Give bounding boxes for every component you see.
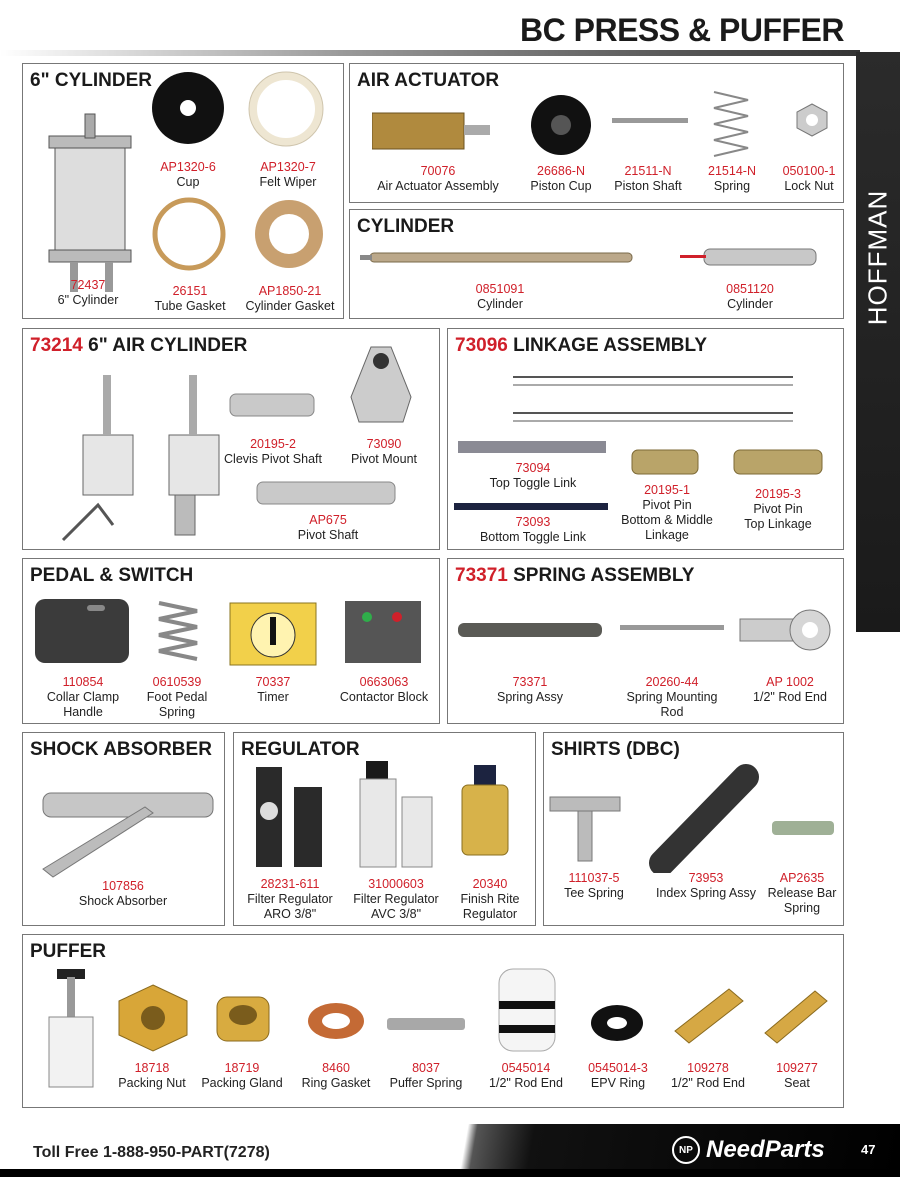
- cylinder-gasket-image: [251, 196, 327, 272]
- section-73371-spring-assembly: [447, 558, 844, 724]
- part-ap-1002: AP 1002 1/2" Rod End: [753, 675, 827, 704]
- filter-regulator-aro-image: [250, 761, 332, 871]
- section-title: PEDAL & SWITCH: [30, 565, 194, 586]
- np-logo-icon: NP: [672, 1136, 700, 1164]
- section-title: 73214 6" AIR CYLINDER: [30, 335, 248, 356]
- part-ap1320-6: AP1320-6 Cup: [160, 160, 216, 189]
- ring-gasket-image: [305, 999, 367, 1043]
- section-title: SHOCK ABSORBER: [30, 739, 212, 760]
- part-0851120: 0851120 Cylinder: [726, 282, 774, 311]
- part-ap675: AP675 Pivot Shaft: [297, 513, 359, 542]
- part-8037: 8037 Puffer Spring: [389, 1061, 463, 1090]
- linkage-drawing-image: [508, 365, 798, 429]
- spring-image: [708, 86, 754, 162]
- felt-wiper-image: [247, 70, 325, 148]
- filter-regulator-avc-image: [356, 757, 438, 871]
- part-109278: 109278 1/2" Rod End: [671, 1061, 745, 1090]
- shock-absorber-image: [33, 773, 217, 883]
- section-title: 6" CYLINDER: [30, 70, 152, 91]
- section-title: CYLINDER: [357, 216, 455, 237]
- part-107856: 107856 Shock Absorber: [78, 879, 168, 908]
- page-number: 47: [861, 1142, 876, 1157]
- part-18719: 18719 Packing Gland: [201, 1061, 283, 1090]
- part-ap2635: AP2635 Release Bar Spring: [767, 871, 837, 915]
- part-73090: 73090 Pivot Mount: [350, 437, 417, 466]
- rod-end-white-image: [495, 965, 559, 1055]
- part-109277: 109277 Seat: [776, 1061, 818, 1090]
- release-bar-spring-image: [770, 815, 836, 841]
- part-ap1850-21: AP1850-21 Cylinder Gasket: [245, 284, 335, 313]
- brand-side-tab: [856, 52, 900, 632]
- section-puffer: [22, 934, 844, 1108]
- part-0545014-3: 0545014-3 EPV Ring: [588, 1061, 648, 1090]
- section-title: 73371 SPRING ASSEMBLY: [455, 565, 695, 586]
- section-73214-air-cylinder: [22, 328, 440, 550]
- section-pedal-switch: [22, 558, 440, 724]
- part-73094: 73094 Top Toggle Link: [489, 461, 577, 490]
- section-title: REGULATOR: [241, 739, 360, 760]
- header-divider: [0, 50, 860, 56]
- seat-image: [759, 983, 835, 1049]
- part-28231-611: 28231-611 Filter Regulator ARO 3/8": [247, 877, 333, 921]
- page-title: BC PRESS & PUFFER: [520, 12, 844, 48]
- finish-rite-regulator-image: [454, 761, 514, 871]
- pivot-mount-image: [341, 337, 421, 427]
- part-21511-n: 21511-N Piston Shaft: [614, 164, 682, 193]
- top-toggle-link-image: [458, 439, 608, 457]
- cup-image: [148, 68, 228, 148]
- cylinder-0851120-image: [680, 246, 820, 270]
- part-20195-1: 20195-1 Pivot Pin Bottom & Middle Linkage: [621, 483, 713, 542]
- puffer-spring-image: [385, 1015, 467, 1033]
- part-20195-2: 20195-2 Clevis Pivot Shaft: [224, 437, 322, 466]
- packing-nut-image: [115, 983, 191, 1053]
- contactor-block-image: [341, 597, 425, 667]
- clevis-pivot-shaft-image: [228, 391, 318, 421]
- timer-image: [228, 597, 318, 669]
- part-20195-3: 20195-3 Pivot Pin Top Linkage: [744, 487, 812, 531]
- part-21514-n: 21514-N Spring: [708, 164, 756, 193]
- section-title: SHIRTS (DBC): [551, 739, 680, 760]
- section-shirts-dbc: [543, 732, 844, 926]
- packing-gland-image: [213, 993, 273, 1045]
- section-title: PUFFER: [30, 941, 106, 962]
- tee-spring-image: [548, 793, 624, 863]
- section-cylinder: [349, 209, 844, 319]
- footer-stripe: [0, 1169, 900, 1177]
- tube-gasket-image: [149, 194, 229, 274]
- section-air-actuator: [349, 63, 844, 203]
- part-111037-5: 111037-5 Tee Spring: [564, 871, 624, 900]
- part-0610539: 0610539 Foot Pedal Spring: [146, 675, 208, 719]
- part-0545014: 0545014 1/2" Rod End: [489, 1061, 563, 1090]
- part-72437: 72437 6" Cylinder: [57, 278, 119, 307]
- part-20340: 20340 Finish Rite Regulator: [460, 877, 520, 921]
- part-31000603: 31000603 Filter Regulator AVC 3/8": [353, 877, 439, 921]
- section-title: AIR ACTUATOR: [357, 70, 500, 91]
- piston-shaft-image: [612, 112, 692, 132]
- section-73096-linkage-assembly: [447, 328, 844, 550]
- part-73093: 73093 Bottom Toggle Link: [479, 515, 587, 544]
- piston-cup-image: [528, 92, 594, 158]
- pivot-pin-bottom-image: [630, 447, 700, 477]
- part-0851091: 0851091 Cylinder: [475, 282, 525, 311]
- part-26151: 26151 Tube Gasket: [154, 284, 226, 313]
- rod-end-brass-image: [669, 979, 749, 1049]
- part-73371: 73371 Spring Assy: [496, 675, 563, 704]
- foot-pedal-spring-image: [155, 597, 201, 667]
- part-18718: 18718 Packing Nut: [118, 1061, 186, 1090]
- part-70076: 70076 Air Actuator Assembly: [377, 164, 499, 193]
- collar-clamp-handle-image: [33, 597, 133, 667]
- air-actuator-image: [372, 108, 492, 158]
- section-6in-cylinder: [22, 63, 344, 319]
- section-title: 73096 LINKAGE ASSEMBLY: [455, 335, 708, 356]
- logo-text: NeedParts: [706, 1136, 825, 1163]
- air-cylinder-assembly-image: [43, 365, 233, 545]
- section-regulator: [233, 732, 536, 926]
- index-spring-assy-image: [648, 763, 760, 873]
- bottom-toggle-link-image: [454, 501, 610, 513]
- spring-mounting-rod-image: [620, 621, 726, 635]
- part-050100-1: 050100-1 Lock Nut: [782, 164, 836, 193]
- part-70337: 70337 Timer: [255, 675, 291, 704]
- part-73953: 73953 Index Spring Assy: [655, 871, 757, 900]
- part-110854: 110854 Collar Clamp Handle: [46, 675, 120, 719]
- lock-nut-image: [794, 102, 830, 138]
- pivot-pin-top-image: [732, 447, 824, 477]
- epv-ring-image: [589, 1001, 645, 1045]
- pivot-shaft-image: [255, 479, 397, 509]
- cylinder-0851091-image: [360, 248, 640, 268]
- part-20260-44: 20260-44 Spring Mounting Rod: [626, 675, 718, 719]
- part-0663063: 0663063 Contactor Block: [339, 675, 429, 704]
- part-8460: 8460 Ring Gasket: [301, 1061, 371, 1090]
- rod-end-image: [738, 605, 834, 655]
- spring-assy-image: [458, 619, 604, 641]
- needparts-logo: [672, 1136, 825, 1164]
- puffer-assembly-image: [39, 967, 101, 1103]
- section-shock-absorber: [22, 732, 225, 926]
- part-ap1320-7: AP1320-7 Felt Wiper: [259, 160, 317, 189]
- brand-side-label: HOFFMAN: [862, 189, 893, 326]
- part-26686-n: 26686-N Piston Cup: [530, 164, 592, 193]
- toll-free-number: Toll Free 1-888-950-PART(7278): [33, 1144, 270, 1161]
